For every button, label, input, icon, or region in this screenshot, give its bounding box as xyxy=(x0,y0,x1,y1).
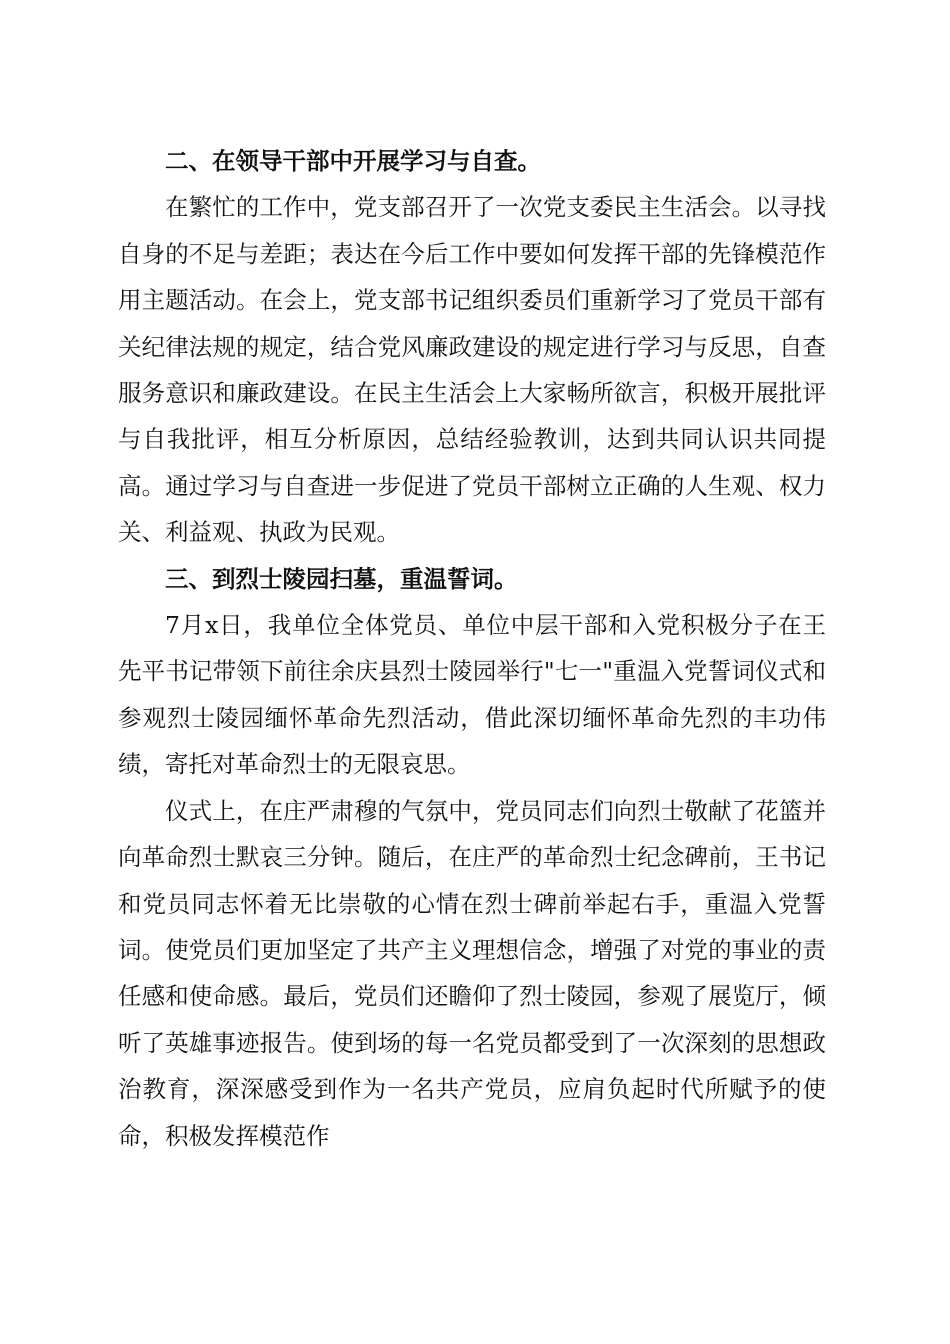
section-heading-2: 二、在领导干部中开展学习与自查。 xyxy=(165,147,541,175)
section-3-paragraph-2: 仪式上，在庄严肃穆的气氛中，党员同志们向烈士敬献了花篮并向革命烈士默哀三分钟。随后，在庄严的革命烈士纪念碑前，王书记和党员同志怀着无比崇敬的心情在烈士碑前举起右手，重温入党誓词。使党员们更加坚定了共产主义理想信念，增强了对党的事业的责任感和使命感。最后，党员们还瞻仰了烈士陵园，参观了展览厅，倾听了英雄事迹报告。使到场的每一名党员都受到了一次深刻的思想政治教育，深深感受到作为一名共产党员，应肩负起时代所赋予的使命，积极发挥模范作 xyxy=(118,796,826,1150)
section-2-paragraph: 在繁忙的工作中，党支部召开了一次党支委民主生活会。以寻找自身的不足与差距；表达在今后工作中要如何发挥干部的先锋模范作用主题活动。在会上，党支部书记组织委员们重新学习了党员干部有关纪律法规的规定，结合党风廉政建设的规定进行学习与反思，自查服务意识和廉政建设。在民主生活会上大家畅所欲言，积极开展批评与自我批评，相互分析原因，总结经验教训，达到共同认识共同提高。通过学习与自查进一步促进了党员干部树立正确的人生观、权力关、利益观、执政为民观。 xyxy=(118,193,826,547)
section-heading-3: 三、到烈士陵园扫墓，重温誓词。 xyxy=(165,564,518,593)
document-body xyxy=(118,138,826,1159)
section-3-paragraph-1: 7月x日，我单位全体党员、单位中层干部和入党积极分子在王先平书记带领下前往余庆县烈士陵园举行"七一"重温入党誓词仪式和参观烈士陵园缅怀革命先烈活动，借此深切缅怀革命先烈的丰功伟绩，寄托对革命烈士的无限哀思。 xyxy=(118,611,826,779)
